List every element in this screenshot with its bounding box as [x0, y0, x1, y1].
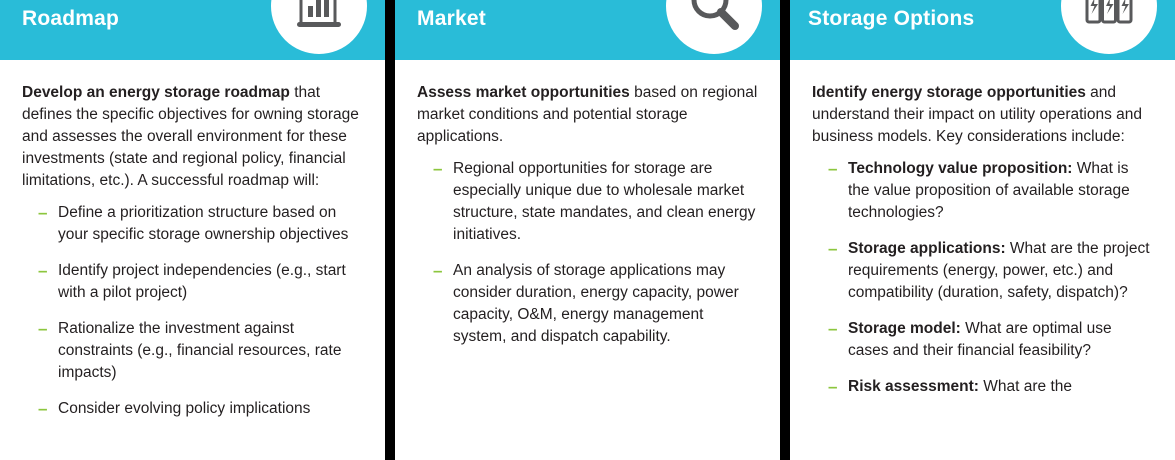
card-title: Market — [417, 7, 486, 30]
card-body — [395, 60, 780, 348]
list-item — [828, 318, 1153, 362]
card-title: Roadmap — [22, 7, 120, 30]
bullet-text: What are the — [978, 378, 1073, 395]
card-intro — [417, 82, 758, 148]
card-intro — [22, 82, 363, 192]
card-market — [395, 0, 780, 460]
bullet-text: Consider evolving policy implications — [58, 400, 311, 417]
bullet-list — [812, 158, 1153, 398]
card-body — [0, 60, 385, 420]
bullet-lead: Risk assessment: — [848, 378, 979, 395]
card-intro-rest: based on regional market conditions and potential storage applications. — [417, 84, 758, 145]
bullet-list — [417, 158, 758, 348]
document-chart-icon — [275, 0, 363, 50]
card-header — [0, 0, 385, 60]
bullet-text: What is the value proposition of available storage technologies? — [848, 160, 1130, 221]
card-intro-lead: Assess market opportunities — [417, 84, 630, 101]
list-item — [38, 260, 363, 304]
card-roadmap — [0, 0, 385, 460]
bullet-text: What are the project requirements (energy, power, etc.) and compatibility (duration, safety, dispatch)? — [848, 240, 1150, 301]
bullet-lead: Storage applications: — [848, 240, 1006, 257]
magnifier-icon — [670, 0, 758, 50]
list-item — [433, 260, 758, 348]
bullet-text: Rationalize the investment against constraints (e.g., financial resources, rate impacts) — [58, 320, 342, 381]
list-item — [38, 318, 363, 384]
list-item — [38, 398, 363, 420]
list-item — [38, 202, 363, 246]
list-item — [433, 158, 758, 246]
card-header — [790, 0, 1175, 60]
bullet-lead: Technology value proposition: — [848, 160, 1073, 177]
card-intro-lead: Develop an energy storage roadmap — [22, 84, 290, 101]
bullet-list — [22, 202, 363, 420]
card-intro — [812, 82, 1153, 148]
card-intro-lead: Identify energy storage opportunities — [812, 84, 1086, 101]
card-body — [790, 60, 1175, 398]
bullet-text: What are optimal use cases and their financial feasibility? — [848, 320, 1112, 359]
list-item — [828, 158, 1153, 224]
list-item — [828, 238, 1153, 304]
bullet-lead: Storage model: — [848, 320, 961, 337]
batteries-icon — [1065, 0, 1153, 50]
bullet-text: An analysis of storage applications may consider duration, energy capacity, power capacity, O&M, energy management system, and dispatch capability. — [453, 262, 739, 345]
bullet-text: Regional opportunities for storage are especially unique due to wholesale market structure, state mandates, and clean energy initiatives. — [453, 160, 756, 243]
card-header — [395, 0, 780, 60]
list-item — [828, 376, 1153, 398]
card-title: Storage Options — [808, 7, 975, 30]
bullet-text: Define a prioritization structure based on your specific storage ownership objectives — [58, 204, 349, 243]
bullet-text: Identify project independencies (e.g., start with a pilot project) — [58, 262, 346, 301]
card-storage-options — [790, 0, 1175, 460]
card-intro-rest: that defines the specific objectives for owning storage and assesses the overall environment for these investments (state and regional policy, financial limitations, etc.). A successful roadmap will: — [22, 84, 359, 189]
card-intro-rest: and understand their impact on utility operations and business models. Key considerations include: — [812, 84, 1143, 145]
